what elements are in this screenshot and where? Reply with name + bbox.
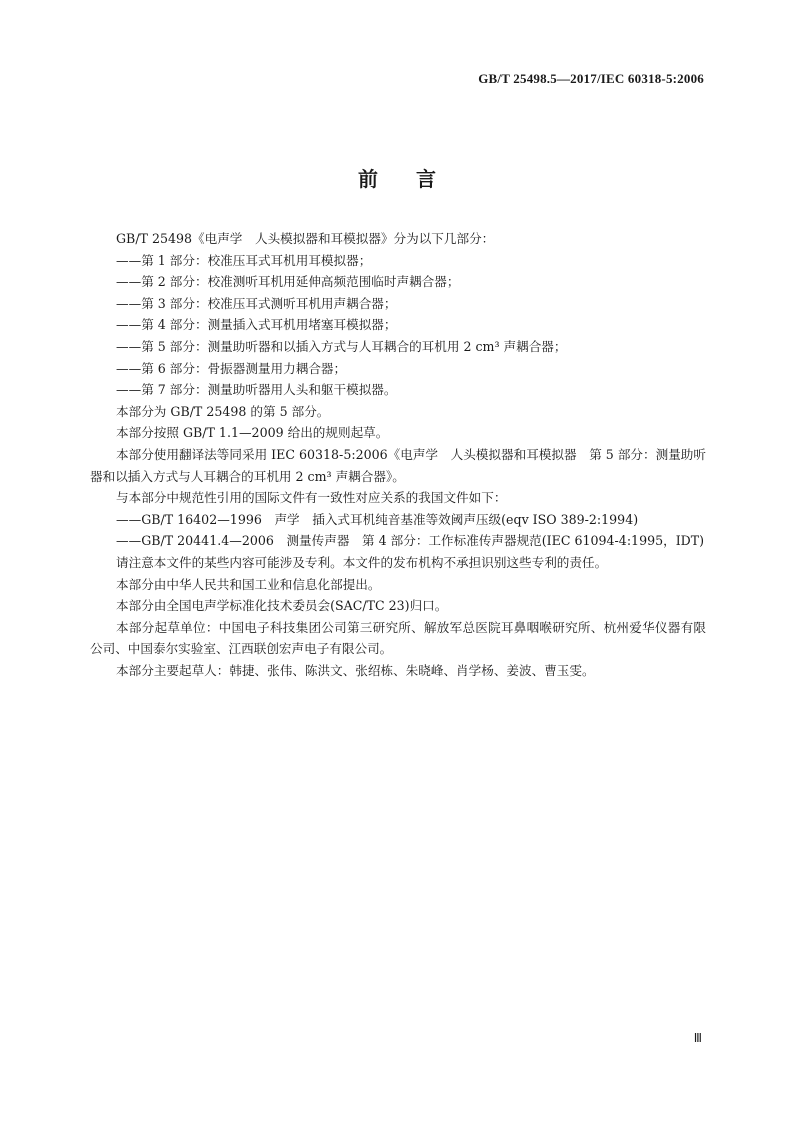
standard-code-header: GB/T 25498.5—2017/IEC 60318-5:2006	[478, 71, 704, 86]
part-list-item: ——第 6 部分：骨振器测量用力耦合器；	[116, 360, 347, 376]
intro-paragraph: GB/T 25498《电声学 人头模拟器和耳模拟器》分为以下几部分：	[116, 231, 495, 246]
reference-list-item: ——GB/T 16402—1996 声学 插入式耳机纯音基准等效阈声压级(eqv ISO 389-2:1994)	[116, 511, 639, 527]
page-title: 前言	[358, 167, 474, 191]
part-list-item: ——第 7 部分：测量助听器用人头和躯干模拟器。	[116, 382, 397, 398]
body-paragraph: 与本部分中规范性引用的国际文件有一致性对应关系的我国文件如下：	[116, 490, 507, 506]
part-list-item: ——第 2 部分：校准测听耳机用延伸高频范围临时声耦合器；	[116, 274, 460, 290]
body-paragraph: 本部分使用翻译法等同采用 IEC 60318-5:2006《电声学 人头模拟器和耳模拟器 第 5 部分：测量助听器和以插入方式与人耳耦合的耳机用 2 cm³ 声耦合器》。	[90, 446, 706, 484]
body-paragraph: 请注意本文件的某些内容可能涉及专利。本文件的发布机构不承担识别这些专利的责任。	[116, 554, 608, 570]
body-paragraph: 本部分由中华人民共和国工业和信息化部提出。	[116, 576, 381, 592]
reference-list-item: ——GB/T 20441.4—2006 测量传声器 第 4 部分：工作标准传声器规范(IEC 61094-4:1995，IDT)	[116, 533, 705, 549]
body-paragraph: 本部分主要起草人：韩捷、张伟、陈洪文、张绍栋、朱晓峰、肖学杨、姜波、曹玉雯。	[116, 662, 595, 678]
body-paragraph: 本部分由全国电声学标准化技术委员会(SAC/TC 23)归口。	[116, 598, 448, 614]
part-list-item: ——第 5 部分：测量助听器和以插入方式与人耳耦合的耳机用 2 cm³ 声耦合器；	[116, 338, 567, 354]
part-list-item: ——第 4 部分：测量插入式耳机用堵塞耳模拟器；	[116, 317, 397, 333]
body-paragraph: 本部分起草单位：中国电子科技集团公司第三研究所、解放军总医院耳鼻咽喉研究所、杭州爱华仪器有限公司、中国泰尔实验室、江西联创宏声电子有限公司。	[90, 619, 706, 657]
body-paragraph: 本部分按照 GB/T 1.1—2009 给出的规则起草。	[116, 425, 389, 441]
part-list-item: ——第 3 部分：校准压耳式测听耳机用声耦合器；	[116, 295, 397, 311]
foreword-body	[90, 228, 706, 681]
page-number: Ⅲ	[693, 1031, 702, 1045]
body-paragraph: 本部分为 GB/T 25498 的第 5 部分。	[116, 403, 330, 419]
part-list-item: ——第 1 部分：校准压耳式耳机用耳模拟器；	[116, 252, 372, 268]
